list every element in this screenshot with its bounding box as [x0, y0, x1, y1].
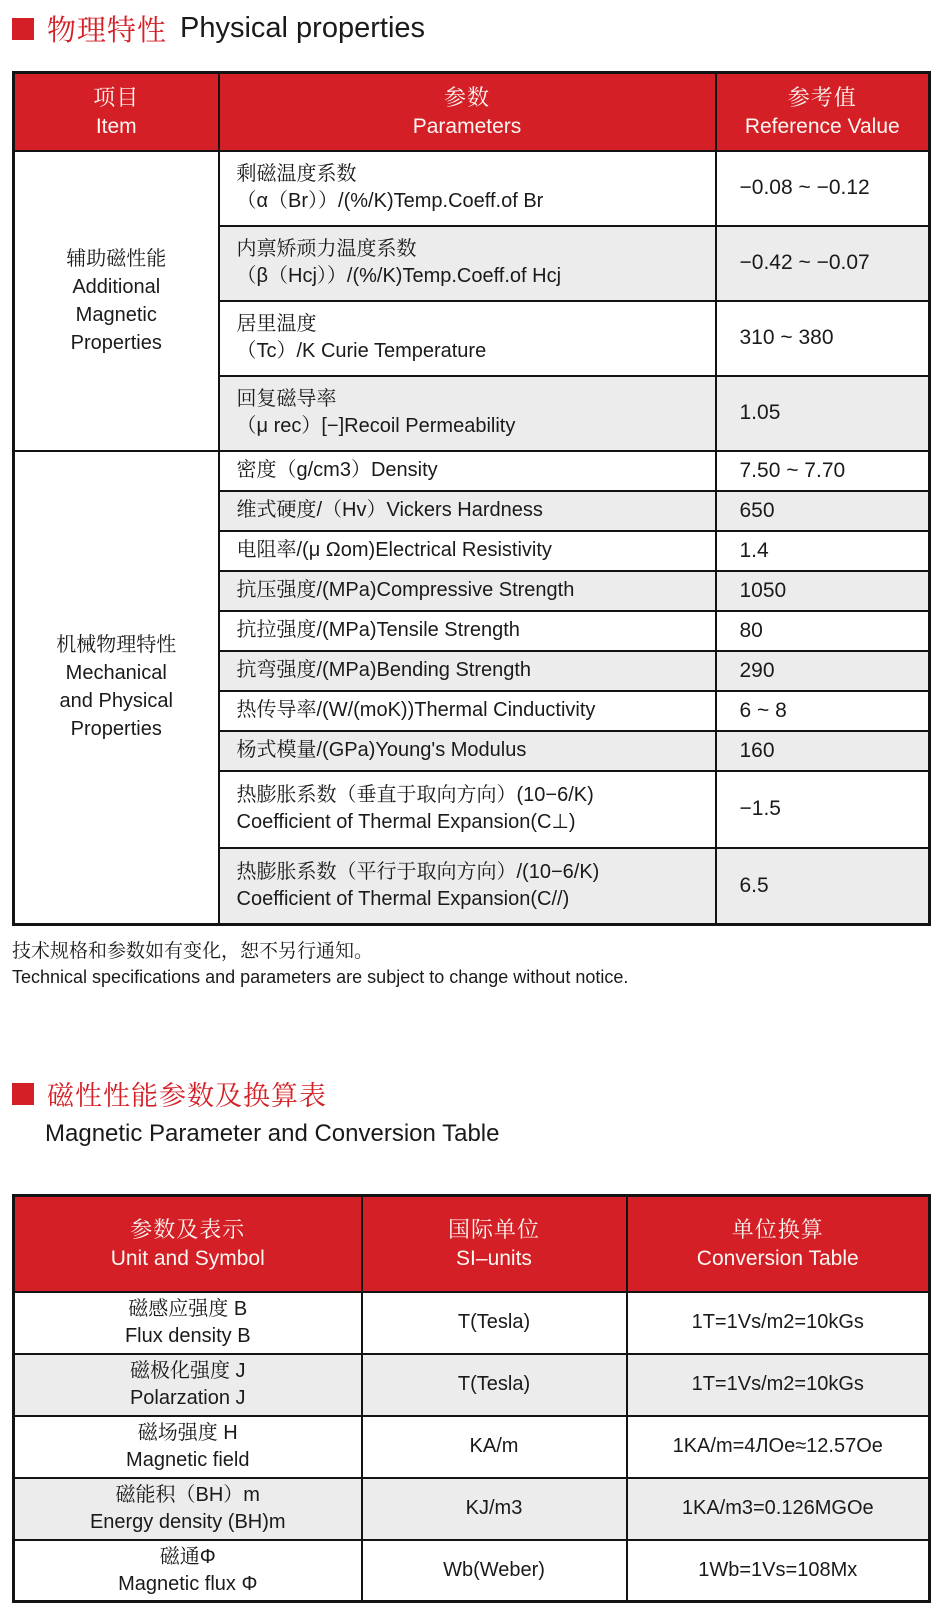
si-unit-cell: KA/m [362, 1416, 627, 1478]
parameter-cell: 抗压强度/(MPa)Compressive Strength [219, 571, 716, 611]
si-unit-cell: Wb(Weber) [362, 1540, 627, 1602]
red-square-bullet-icon [12, 18, 34, 40]
parameter-cell [219, 848, 716, 925]
si-unit-cell: T(Tesla) [362, 1292, 627, 1354]
conversion-cell: 1KA/m=4ЛOe≈12.57Oe [627, 1416, 930, 1478]
section-title-en: Magnetic Parameter and Conversion Table [45, 1120, 500, 1147]
parameter-cell: 热传导率/(W/(moK))Thermal Cinductivity [219, 691, 716, 731]
parameter-en: （β（Hcj））/(%/K)Temp.Coeff.of Hcj [236, 265, 562, 287]
spec-change-note [12, 938, 940, 990]
parameter-en: Coefficient of Thermal Expansion(C//) [236, 887, 570, 910]
reference-value-cell: −0.42 ~ −0.07 [716, 226, 930, 301]
reference-value-cell: 1.05 [716, 376, 930, 451]
table-header [14, 73, 930, 151]
si-unit-cell: T(Tesla) [362, 1354, 627, 1416]
quantity-en: Magnetic flux Φ [118, 1572, 258, 1595]
table-row [14, 1354, 930, 1416]
group-label-en: Properties [70, 331, 162, 354]
parameter-zh: 热膨胀系数（垂直于取向方向）(10−6/K) [236, 784, 594, 806]
parameter-cell [219, 151, 716, 226]
table-row [14, 1292, 930, 1354]
group-label-en: Additional [72, 275, 161, 298]
group-label-zh: 辅助磁性能 [66, 247, 167, 270]
quantity-en: Magnetic field [126, 1449, 250, 1471]
col-header-item [14, 73, 219, 151]
group-label-additional-magnetic [14, 151, 219, 451]
quantity-cell [14, 1292, 362, 1354]
col-header-conversion-en: Conversion Table [696, 1247, 859, 1271]
quantity-zh: 磁极化强度 J [129, 1360, 246, 1382]
header-row [14, 73, 930, 151]
table-header [14, 1196, 930, 1292]
conversion-cell: 1T=1Vs/m2=10kGs [627, 1354, 930, 1416]
table-row [14, 1416, 930, 1478]
parameter-en: （μ rec）[−]Recoil Permeability [236, 415, 516, 437]
col-header-reference-zh: 参考值 [787, 85, 857, 111]
parameter-en: （α（Br））/(%/K)Temp.Coeff.of Br [236, 190, 544, 212]
table-row [14, 451, 930, 491]
reference-value-cell: 1050 [716, 571, 930, 611]
parameter-cell: 抗拉强度/(MPa)Tensile Strength [219, 611, 716, 651]
reference-value-cell: 80 [716, 611, 930, 651]
physical-properties-table [12, 71, 931, 926]
reference-value-cell: 7.50 ~ 7.70 [716, 451, 930, 491]
reference-value-cell: 310 ~ 380 [716, 301, 930, 376]
quantity-en: Energy density (BH)m [89, 1511, 286, 1533]
table-body [14, 151, 930, 925]
group-label-mechanical-physical [14, 451, 219, 925]
col-header-reference-value [716, 73, 930, 151]
table-row [14, 1540, 930, 1602]
parameter-cell [219, 226, 716, 301]
reference-value-cell: 160 [716, 731, 930, 771]
header-row [14, 1196, 930, 1292]
parameter-cell: 密度（g/cm3）Density [219, 451, 716, 491]
col-header-si-units [362, 1196, 627, 1292]
col-header-conversion [627, 1196, 930, 1292]
parameter-cell: 维式硬度/（Hv）Vickers Hardness [219, 491, 716, 531]
col-header-reference-en: Reference Value [744, 115, 900, 139]
table-row [14, 1478, 930, 1540]
conversion-cell: 1T=1Vs/m2=10kGs [627, 1292, 930, 1354]
section-title-magnetic-parameter [12, 1074, 940, 1148]
quantity-cell [14, 1354, 362, 1416]
reference-value-cell: 1.4 [716, 531, 930, 571]
col-header-unit-symbol-zh: 参数及表示 [130, 1217, 246, 1243]
note-en: Technical specifications and parameters are subject to change without notice. [12, 967, 629, 987]
parameter-cell: 抗弯强度/(MPa)Bending Strength [219, 651, 716, 691]
parameter-cell [219, 301, 716, 376]
parameter-cell [219, 376, 716, 451]
parameter-en: Coefficient of Thermal Expansion(C⊥) [236, 811, 576, 833]
col-header-unit-symbol [14, 1196, 362, 1292]
parameter-zh: 内禀矫顽力温度系数 [236, 238, 417, 260]
quantity-cell [14, 1478, 362, 1540]
col-header-item-zh: 项目 [93, 85, 140, 111]
col-header-item-en: Item [95, 115, 137, 139]
reference-value-cell: 6 ~ 8 [716, 691, 930, 731]
red-square-bullet-icon [12, 1083, 34, 1105]
quantity-cell [14, 1416, 362, 1478]
reference-value-cell: −1.5 [716, 771, 930, 848]
col-header-unit-symbol-en: Unit and Symbol [110, 1247, 265, 1271]
parameter-cell: 电阻率/(μ Ωom)Electrical Resistivity [219, 531, 716, 571]
si-unit-cell: KJ/m3 [362, 1478, 627, 1540]
quantity-en: Flux density B [124, 1325, 251, 1347]
col-header-parameters-zh: 参数 [443, 85, 490, 111]
parameter-en: （Tc）/K Curie Temperature [236, 340, 487, 362]
note-zh: 技术规格和参数如有变化，恕不另行通知。 [12, 941, 374, 962]
group-label-en: Properties [70, 718, 162, 741]
section-title-en: Physical properties [180, 12, 426, 44]
parameter-zh: 热膨胀系数（平行于取向方向）/(10−6/K) [236, 860, 600, 883]
quantity-zh: 磁感应强度 B [128, 1298, 248, 1320]
col-header-si-units-zh: 国际单位 [447, 1217, 540, 1243]
parameter-zh: 居里温度 [236, 313, 317, 335]
quantity-zh: 磁场强度 H [137, 1422, 238, 1444]
reference-value-cell: 290 [716, 651, 930, 691]
group-label-en: Magnetic [75, 303, 157, 326]
section-title-zh: 物理特性 [47, 15, 168, 47]
parameter-cell [219, 771, 716, 848]
col-header-conversion-zh: 单位换算 [731, 1217, 824, 1243]
section-title-physical-properties [12, 0, 940, 49]
group-label-zh: 机械物理特性 [56, 634, 177, 657]
section-title-line1 [12, 1074, 940, 1113]
reference-value-cell: −0.08 ~ −0.12 [716, 151, 930, 226]
table-row [14, 151, 930, 226]
quantity-zh: 磁能积（BH）m [115, 1484, 260, 1506]
parameter-cell: 杨式模量/(GPa)Young's Modulus [219, 731, 716, 771]
conversion-cell: 1Wb=1Vs=108Mx [627, 1540, 930, 1602]
col-header-parameters-en: Parameters [412, 115, 522, 139]
col-header-parameters [219, 73, 716, 151]
table-body [14, 1292, 930, 1602]
group-label-en: and Physical [59, 690, 173, 713]
section-title-zh: 磁性性能参数及换算表 [47, 1081, 327, 1111]
quantity-cell [14, 1540, 362, 1602]
conversion-table [12, 1194, 931, 1603]
parameter-zh: 回复磁导率 [236, 388, 337, 410]
col-header-si-units-en: SI–units [456, 1247, 532, 1271]
reference-value-cell: 6.5 [716, 848, 930, 925]
group-label-en: Mechanical [65, 662, 167, 685]
quantity-zh: 磁通Φ [159, 1545, 216, 1568]
conversion-cell: 1KA/m3=0.126MGOe [627, 1478, 930, 1540]
parameter-zh: 剩磁温度系数 [236, 163, 357, 185]
quantity-en: Polarzation J [129, 1387, 246, 1409]
reference-value-cell: 650 [716, 491, 930, 531]
